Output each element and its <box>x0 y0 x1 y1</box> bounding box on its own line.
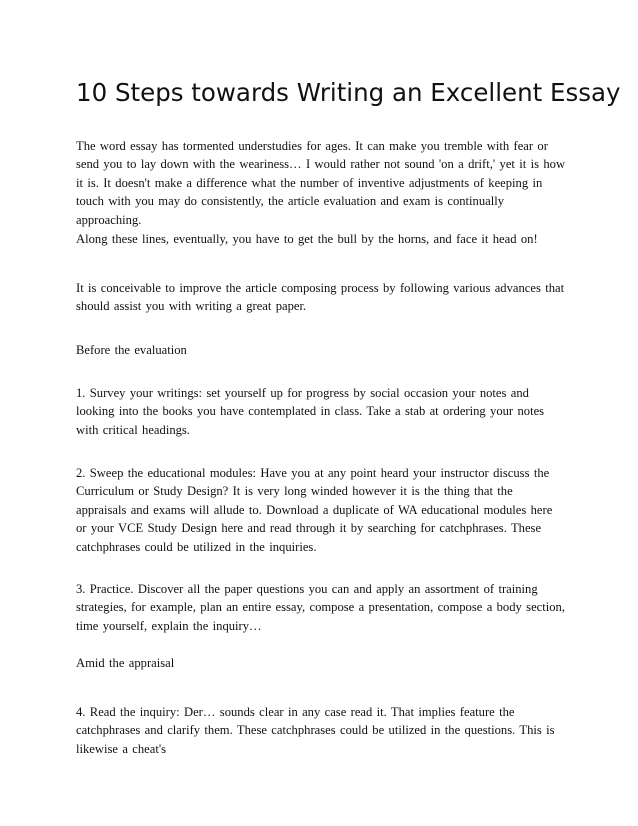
step-3-paragraph: 3. Practice. Discover all the paper questions you can and apply an assortment of training strategies, for example, plan an entire essay, compose a presentation, compose a body section, time yourself, explain the inquiry… <box>76 582 565 633</box>
along-paragraph: Along these lines, eventually, you have to get the bull by the horns, and face it head on! <box>76 232 538 246</box>
conceivable-paragraph: It is conceivable to improve the article composing process by following various advances that should assist you with writing a great paper. <box>76 281 565 314</box>
document-title: 10 Steps towards Writing an Excellent Essay <box>76 78 621 107</box>
intro-paragraph: The word essay has tormented understudies for ages. It can make you tremble with fear or send you to lay down with the weariness… I would rather not sound 'on a drift,' yet it is how it is. It doesn't make a difference what the number of inventive adjustments of keeping in touch with you may do consistently, the article evaluation and exam is continually approaching. <box>76 139 566 227</box>
step-4-paragraph: 4. Read the inquiry: Der… sounds clear in any case read it. That implies feature the catchphrases and clarify them. These catchphrases could be utilized in the questions. This is likewise a cheat's <box>76 705 555 756</box>
section-heading-before: Before the evaluation <box>76 343 187 357</box>
section-heading-amid: Amid the appraisal <box>76 656 175 670</box>
step-1-paragraph: 1. Survey your writings: set yourself up for progress by social occasion your notes and looking into the books you have contemplated in class. Take a stab at ordering your notes with critical headings. <box>76 386 545 437</box>
step-2-paragraph: 2. Sweep the educational modules: Have you at any point heard your instructor discuss the Curriculum or Study Design? It is very long winded however it is the thing that the appraisals and exams will allude to. Download a duplicate of WA educational modules here or your VCE Study Design here and read through it by searching for catchphrases. These catchphrases could be utilized in the inquiries. <box>76 466 553 554</box>
